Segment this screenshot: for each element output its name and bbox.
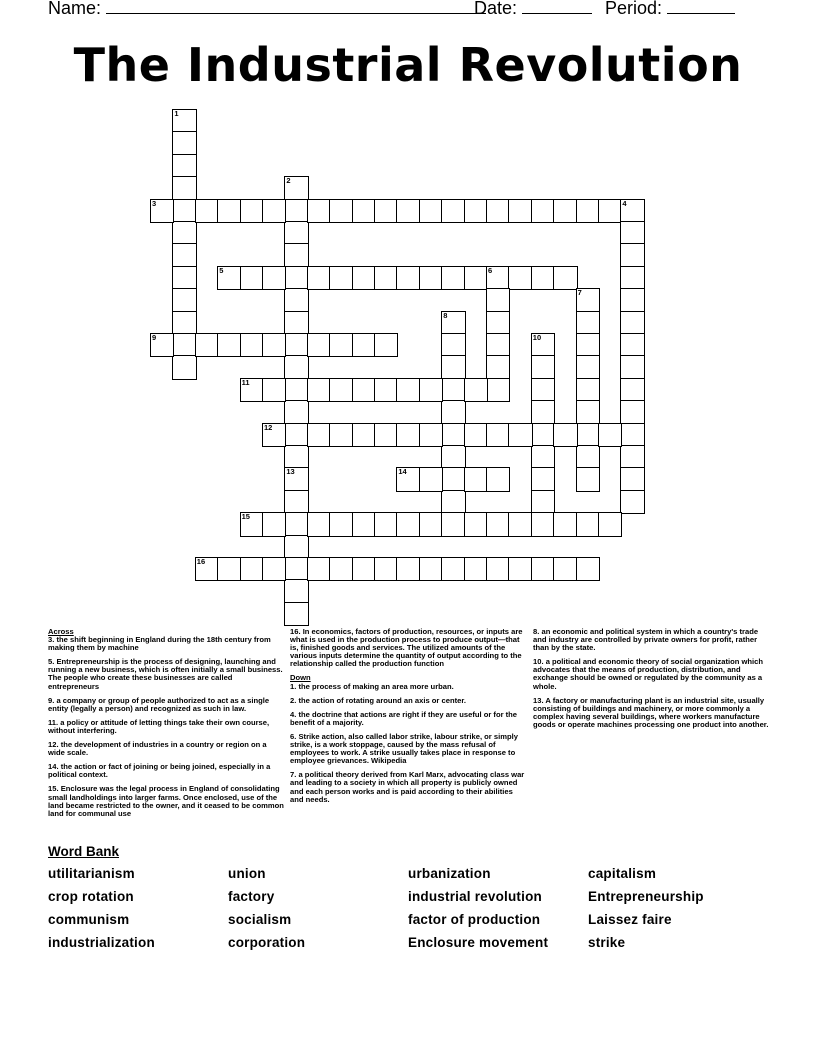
crossword-cell[interactable] (330, 267, 352, 289)
crossword-cell[interactable] (285, 424, 307, 446)
crossword-cell[interactable] (621, 334, 643, 356)
date-group (474, 0, 592, 19)
crossword-cell[interactable] (420, 379, 442, 401)
crossword-cell[interactable] (330, 334, 352, 356)
crossword-cell[interactable] (330, 558, 352, 580)
clue-number: 16 (196, 557, 206, 566)
word-bank-item: Enclosure movement (408, 935, 549, 950)
word-bank-item: communism (48, 912, 130, 927)
clue-number: 7 (577, 288, 582, 298)
crossword-cell[interactable] (442, 513, 464, 535)
crossword-cell[interactable] (442, 491, 464, 513)
crossword-cell[interactable] (487, 513, 509, 535)
word-bank-item: industrial revolution (408, 889, 542, 904)
crossword-cell[interactable] (285, 603, 307, 625)
crossword-cell[interactable] (285, 401, 307, 423)
crossword-cell[interactable] (532, 379, 554, 401)
crossword-cell[interactable] (285, 356, 307, 378)
date-label: Date: (474, 0, 518, 18)
crossword-cell[interactable] (465, 200, 487, 222)
crossword-cell[interactable] (330, 513, 352, 535)
crossword-cell[interactable] (285, 177, 307, 199)
crossword-cell[interactable] (285, 513, 307, 535)
crossword-cell[interactable] (375, 379, 397, 401)
crossword-cell[interactable] (599, 424, 621, 446)
crossword-cell[interactable] (173, 289, 195, 311)
crossword-cell[interactable] (241, 379, 263, 401)
crossword-cell[interactable] (285, 222, 307, 244)
crossword-cell[interactable] (621, 379, 643, 401)
word-bank-item: urbanization (408, 866, 491, 881)
crossword-cell[interactable] (353, 200, 375, 222)
name-label: Name: (48, 0, 102, 18)
crossword-cell[interactable] (241, 267, 263, 289)
crossword-cell[interactable] (577, 446, 599, 468)
crossword-cell[interactable] (532, 356, 554, 378)
crossword-cell[interactable] (442, 379, 464, 401)
clue-number: 1 (174, 109, 179, 118)
crossword-cell[interactable] (621, 200, 643, 222)
crossword-cell[interactable] (353, 558, 375, 580)
clue-down-2: 2. the action of rotating around an axis or center. (290, 695, 466, 705)
crossword-cell[interactable] (442, 424, 464, 446)
crossword-cell[interactable] (218, 558, 240, 580)
word-bank-item: strike (588, 935, 626, 950)
crossword-cell[interactable] (285, 379, 307, 401)
crossword-cell[interactable] (218, 334, 240, 356)
crossword-cell[interactable] (577, 513, 599, 535)
crossword-cell[interactable] (465, 424, 487, 446)
crossword-cell[interactable] (263, 424, 285, 446)
crossword-cell[interactable] (621, 222, 643, 244)
crossword-cell[interactable] (532, 513, 554, 535)
crossword-cell[interactable] (196, 558, 218, 580)
crossword-cell[interactable] (554, 267, 576, 289)
crossword-cell[interactable] (621, 356, 643, 378)
crossword-cell[interactable] (420, 468, 442, 490)
crossword-cell[interactable] (621, 244, 643, 266)
crossword-cell[interactable] (465, 468, 487, 490)
crossword-cell[interactable] (442, 312, 464, 334)
clue-down-8: 8. an economic and political system in which a country's trade and industry are controlled by private owners for profit, rather than by the state. (533, 627, 759, 653)
clue-number: 12 (264, 422, 273, 432)
crossword-cell[interactable] (397, 200, 419, 222)
clue-across-3: 3. the shift beginning in England during the 18th century from making them by machine (48, 635, 271, 653)
crossword-cell[interactable] (487, 356, 509, 378)
crossword-cell[interactable] (263, 267, 285, 289)
crossword-cell[interactable] (375, 513, 397, 535)
crossword-cell[interactable] (442, 468, 464, 490)
crossword-cell[interactable] (308, 424, 330, 446)
clue-across-16: 16. In economics, factors of production, resources, or inputs are what is used in the production process to produce output—that is, finished goods and services. The utilized amounts of the various inputs determine the quantity of output according to the relationship called the production function (290, 627, 523, 669)
crossword-cell[interactable] (577, 468, 599, 490)
crossword-cell[interactable] (173, 110, 195, 132)
crossword-cell[interactable] (375, 424, 397, 446)
crossword-cell[interactable] (263, 200, 285, 222)
crossword-cell[interactable] (241, 513, 263, 535)
header-fields (48, 0, 486, 19)
crossword-cell[interactable] (532, 424, 554, 446)
clue-across-9: 9. a company or group of people authorized to act as a single entity (legally a person) and recognized as such in law. (48, 695, 270, 713)
crossword-cell[interactable] (241, 200, 263, 222)
clue-number: 14 (398, 467, 407, 477)
crossword-cell[interactable] (173, 244, 195, 266)
crossword-cell[interactable] (554, 513, 576, 535)
crossword-cell[interactable] (577, 334, 599, 356)
crossword-cell[interactable] (308, 334, 330, 356)
crossword-cell[interactable] (397, 379, 419, 401)
word-bank-item: capitalism (588, 866, 657, 881)
word-bank-item: crop rotation (48, 889, 134, 904)
crossword-cell[interactable] (397, 267, 419, 289)
crossword-cell[interactable] (397, 558, 419, 580)
crossword-cell[interactable] (285, 491, 307, 513)
period-label: Period: (605, 0, 663, 18)
clue-across-14: 14. the action or fact of joining or being joined, especially in a political context. (48, 762, 271, 780)
word-bank-item: Laissez faire (588, 912, 672, 927)
crossword-cell[interactable] (577, 379, 599, 401)
crossword-cell[interactable] (621, 401, 643, 423)
period-field[interactable] (667, 0, 735, 14)
crossword-cell[interactable] (308, 513, 330, 535)
down-heading: Down (290, 673, 311, 683)
clue-number: 8 (443, 310, 448, 320)
crossword-cell[interactable] (487, 267, 509, 289)
crossword-cell[interactable] (509, 200, 531, 222)
crossword-cell[interactable] (442, 446, 464, 468)
crossword-cell[interactable] (577, 424, 599, 446)
crossword-cell[interactable] (397, 424, 419, 446)
crossword-cell[interactable] (442, 401, 464, 423)
crossword-cell[interactable] (621, 491, 643, 513)
crossword-cell[interactable] (263, 513, 285, 535)
period-group (605, 0, 735, 19)
clue-number: 10 (532, 333, 542, 342)
crossword-cell[interactable] (509, 513, 531, 535)
date-field[interactable] (522, 0, 592, 14)
crossword-cell[interactable] (577, 312, 599, 334)
crossword-cell[interactable] (285, 536, 307, 558)
crossword-cell[interactable] (285, 446, 307, 468)
crossword-cell[interactable] (285, 244, 307, 266)
crossword-cell[interactable] (196, 200, 218, 222)
crossword-cell[interactable] (532, 267, 554, 289)
clue-number: 9 (152, 333, 157, 342)
crossword-cell[interactable] (285, 468, 307, 490)
crossword-cell[interactable] (397, 513, 419, 535)
crossword-cell[interactable] (151, 200, 173, 222)
crossword-cell[interactable] (353, 334, 375, 356)
crossword-cell[interactable] (532, 334, 554, 356)
crossword-cell[interactable] (577, 558, 599, 580)
crossword-cell[interactable] (353, 513, 375, 535)
crossword-cell[interactable] (173, 200, 195, 222)
word-bank-item: socialism (228, 912, 292, 927)
crossword-cell[interactable] (285, 289, 307, 311)
crossword-cell[interactable] (509, 558, 531, 580)
crossword-cell[interactable] (285, 580, 307, 602)
crossword-cell[interactable] (621, 446, 643, 468)
clue-number: 15 (241, 512, 250, 522)
word-bank-title: Word Bank (48, 844, 120, 859)
crossword-cell[interactable] (487, 200, 509, 222)
crossword-cell[interactable] (285, 558, 307, 580)
crossword-cell[interactable] (308, 379, 330, 401)
clue-number: 6 (488, 265, 493, 275)
crossword-cell[interactable] (173, 222, 195, 244)
crossword-cell[interactable] (375, 267, 397, 289)
crossword-cell[interactable] (487, 289, 509, 311)
crossword-cell[interactable] (621, 312, 643, 334)
crossword-cell[interactable] (375, 334, 397, 356)
clue-down-6: 6. Strike action, also called labor strike, labour strike, or simply strike, is a work stoppage, caused by the mass refusal of employees to work. A strike usually takes place in response to employee grievances. Wikipedia (290, 731, 518, 766)
word-bank-item: factory (228, 889, 275, 904)
crossword-cell[interactable] (532, 200, 554, 222)
crossword-cell[interactable] (308, 200, 330, 222)
crossword-cell[interactable] (397, 468, 419, 490)
crossword-cell[interactable] (353, 424, 375, 446)
crossword-cell[interactable] (487, 558, 509, 580)
crossword-cell[interactable] (487, 379, 509, 401)
crossword-cell[interactable] (577, 356, 599, 378)
crossword-cell[interactable] (487, 424, 509, 446)
crossword-cell[interactable] (621, 289, 643, 311)
crossword-cell[interactable] (263, 379, 285, 401)
crossword-cell[interactable] (196, 334, 218, 356)
crossword-cell[interactable] (465, 267, 487, 289)
crossword-cell[interactable] (554, 424, 576, 446)
crossword-cell[interactable] (599, 200, 621, 222)
clue-number: 13 (286, 467, 295, 477)
crossword-cell[interactable] (218, 200, 240, 222)
crossword-cell[interactable] (173, 312, 195, 334)
crossword-cell[interactable] (218, 267, 240, 289)
crossword-cell[interactable] (173, 132, 195, 154)
word-bank-item: union (228, 866, 266, 881)
clue-number: 4 (622, 198, 627, 208)
crossword-cell[interactable] (173, 155, 195, 177)
crossword-cell[interactable] (285, 312, 307, 334)
crossword-cell[interactable] (487, 468, 509, 490)
crossword-cell[interactable] (577, 401, 599, 423)
clues-column-1 (48, 628, 284, 824)
word-bank-item: industrialization (48, 935, 155, 950)
word-bank-item: utilitarianism (48, 866, 135, 881)
crossword-cell[interactable] (420, 424, 442, 446)
crossword-cell[interactable] (263, 558, 285, 580)
crossword-cell[interactable] (353, 267, 375, 289)
crossword-cell[interactable] (442, 267, 464, 289)
crossword-cell[interactable] (465, 558, 487, 580)
clue-number: 2 (286, 176, 291, 186)
crossword-cell[interactable] (173, 356, 195, 378)
crossword-cell[interactable] (241, 558, 263, 580)
crossword-cell[interactable] (173, 334, 195, 356)
across-heading: Across (48, 627, 74, 636)
clues-column-2 (290, 628, 526, 810)
clue-across-11: 11. a policy or attitude of letting things take their own course, without interfering. (48, 717, 270, 735)
clue-down-1: 1. the process of making an area more urban. (290, 681, 454, 691)
word-bank-item: factor of production (408, 912, 541, 927)
crossword-cell[interactable] (465, 379, 487, 401)
crossword-cell[interactable] (420, 267, 442, 289)
crossword-cell[interactable] (330, 424, 352, 446)
word-bank-item: corporation (228, 935, 306, 950)
crossword-cell[interactable] (442, 200, 464, 222)
crossword-cell[interactable] (599, 513, 621, 535)
clue-across-12: 12. the development of industries in a country or region on a wide scale. (48, 740, 267, 758)
crossword-cell[interactable] (263, 334, 285, 356)
clues-column-3 (533, 628, 769, 735)
crossword-cell[interactable] (532, 401, 554, 423)
crossword-cell[interactable] (621, 424, 643, 446)
crossword-cell[interactable] (173, 267, 195, 289)
crossword-cell[interactable] (151, 334, 173, 356)
crossword-cell[interactable] (621, 468, 643, 490)
word-bank-item: Entrepreneurship (588, 889, 704, 904)
page-title: The Industrial Revolution (73, 38, 743, 92)
crossword-cell[interactable] (420, 558, 442, 580)
clue-across-15: 15. Enclosure was the legal process in England of consolidating small landholdings into larger farms. Once enclosed, use of the land became restricted to the owner, and it ceased to be common land for communal use (48, 784, 284, 818)
crossword-cell[interactable] (285, 334, 307, 356)
crossword-cell[interactable] (353, 379, 375, 401)
crossword-cell[interactable] (285, 200, 307, 222)
crossword-cell[interactable] (487, 334, 509, 356)
clue-number: 5 (219, 265, 224, 275)
clue-number: 3 (152, 198, 157, 208)
crossword-cell[interactable] (173, 177, 195, 199)
crossword-cell[interactable] (442, 356, 464, 378)
crossword-cell[interactable] (442, 558, 464, 580)
crossword-cell[interactable] (487, 312, 509, 334)
clue-down-10: 10. a political and economic theory of social organization which advocates that the means of production, distribution, and exchange should be owned or regulated by the community as a whole. (533, 657, 763, 691)
crossword-cell[interactable] (532, 558, 554, 580)
crossword-cell[interactable] (621, 267, 643, 289)
crossword-cell[interactable] (532, 446, 554, 468)
clue-across-5: 5. Entrepreneurship is the process of designing, launching and running a new business, which is often initially a small business. The people who create these businesses are called entrepreneurs (48, 657, 283, 691)
crossword-cell[interactable] (420, 200, 442, 222)
clue-down-4: 4. the doctrine that actions are right if they are useful or for the benefit of a majority. (290, 709, 518, 727)
crossword-cell[interactable] (330, 379, 352, 401)
crossword-cell[interactable] (509, 267, 531, 289)
crossword-cell[interactable] (375, 558, 397, 580)
crossword-cell[interactable] (554, 558, 576, 580)
crossword-cell[interactable] (330, 200, 352, 222)
crossword-cell[interactable] (577, 289, 599, 311)
crossword-cell[interactable] (375, 200, 397, 222)
crossword-cell[interactable] (465, 513, 487, 535)
crossword-cell[interactable] (509, 424, 531, 446)
crossword-cell[interactable] (285, 267, 307, 289)
clue-down-13: 13. A factory or manufacturing plant is an industrial site, usually consisting of buildings and machinery, or more commonly a complex having several buildings, where workers manufacture goods or operate machines processing one product into another. (533, 695, 769, 729)
crossword-cell[interactable] (241, 334, 263, 356)
crossword-cell[interactable] (308, 558, 330, 580)
crossword-cell[interactable] (308, 267, 330, 289)
crossword-cell[interactable] (554, 200, 576, 222)
clue-down-7: 7. a political theory derived from Karl Marx, advocating class war and leading to a society in which all property is publicly owned and each person works and is paid according to their abilities and needs. (290, 770, 525, 804)
crossword-cell[interactable] (577, 200, 599, 222)
crossword-cell[interactable] (532, 491, 554, 513)
crossword-cell[interactable] (532, 468, 554, 490)
crossword-cell[interactable] (420, 513, 442, 535)
clue-number: 11 (241, 377, 250, 387)
crossword-cell[interactable] (442, 334, 464, 356)
name-field[interactable] (106, 0, 486, 14)
